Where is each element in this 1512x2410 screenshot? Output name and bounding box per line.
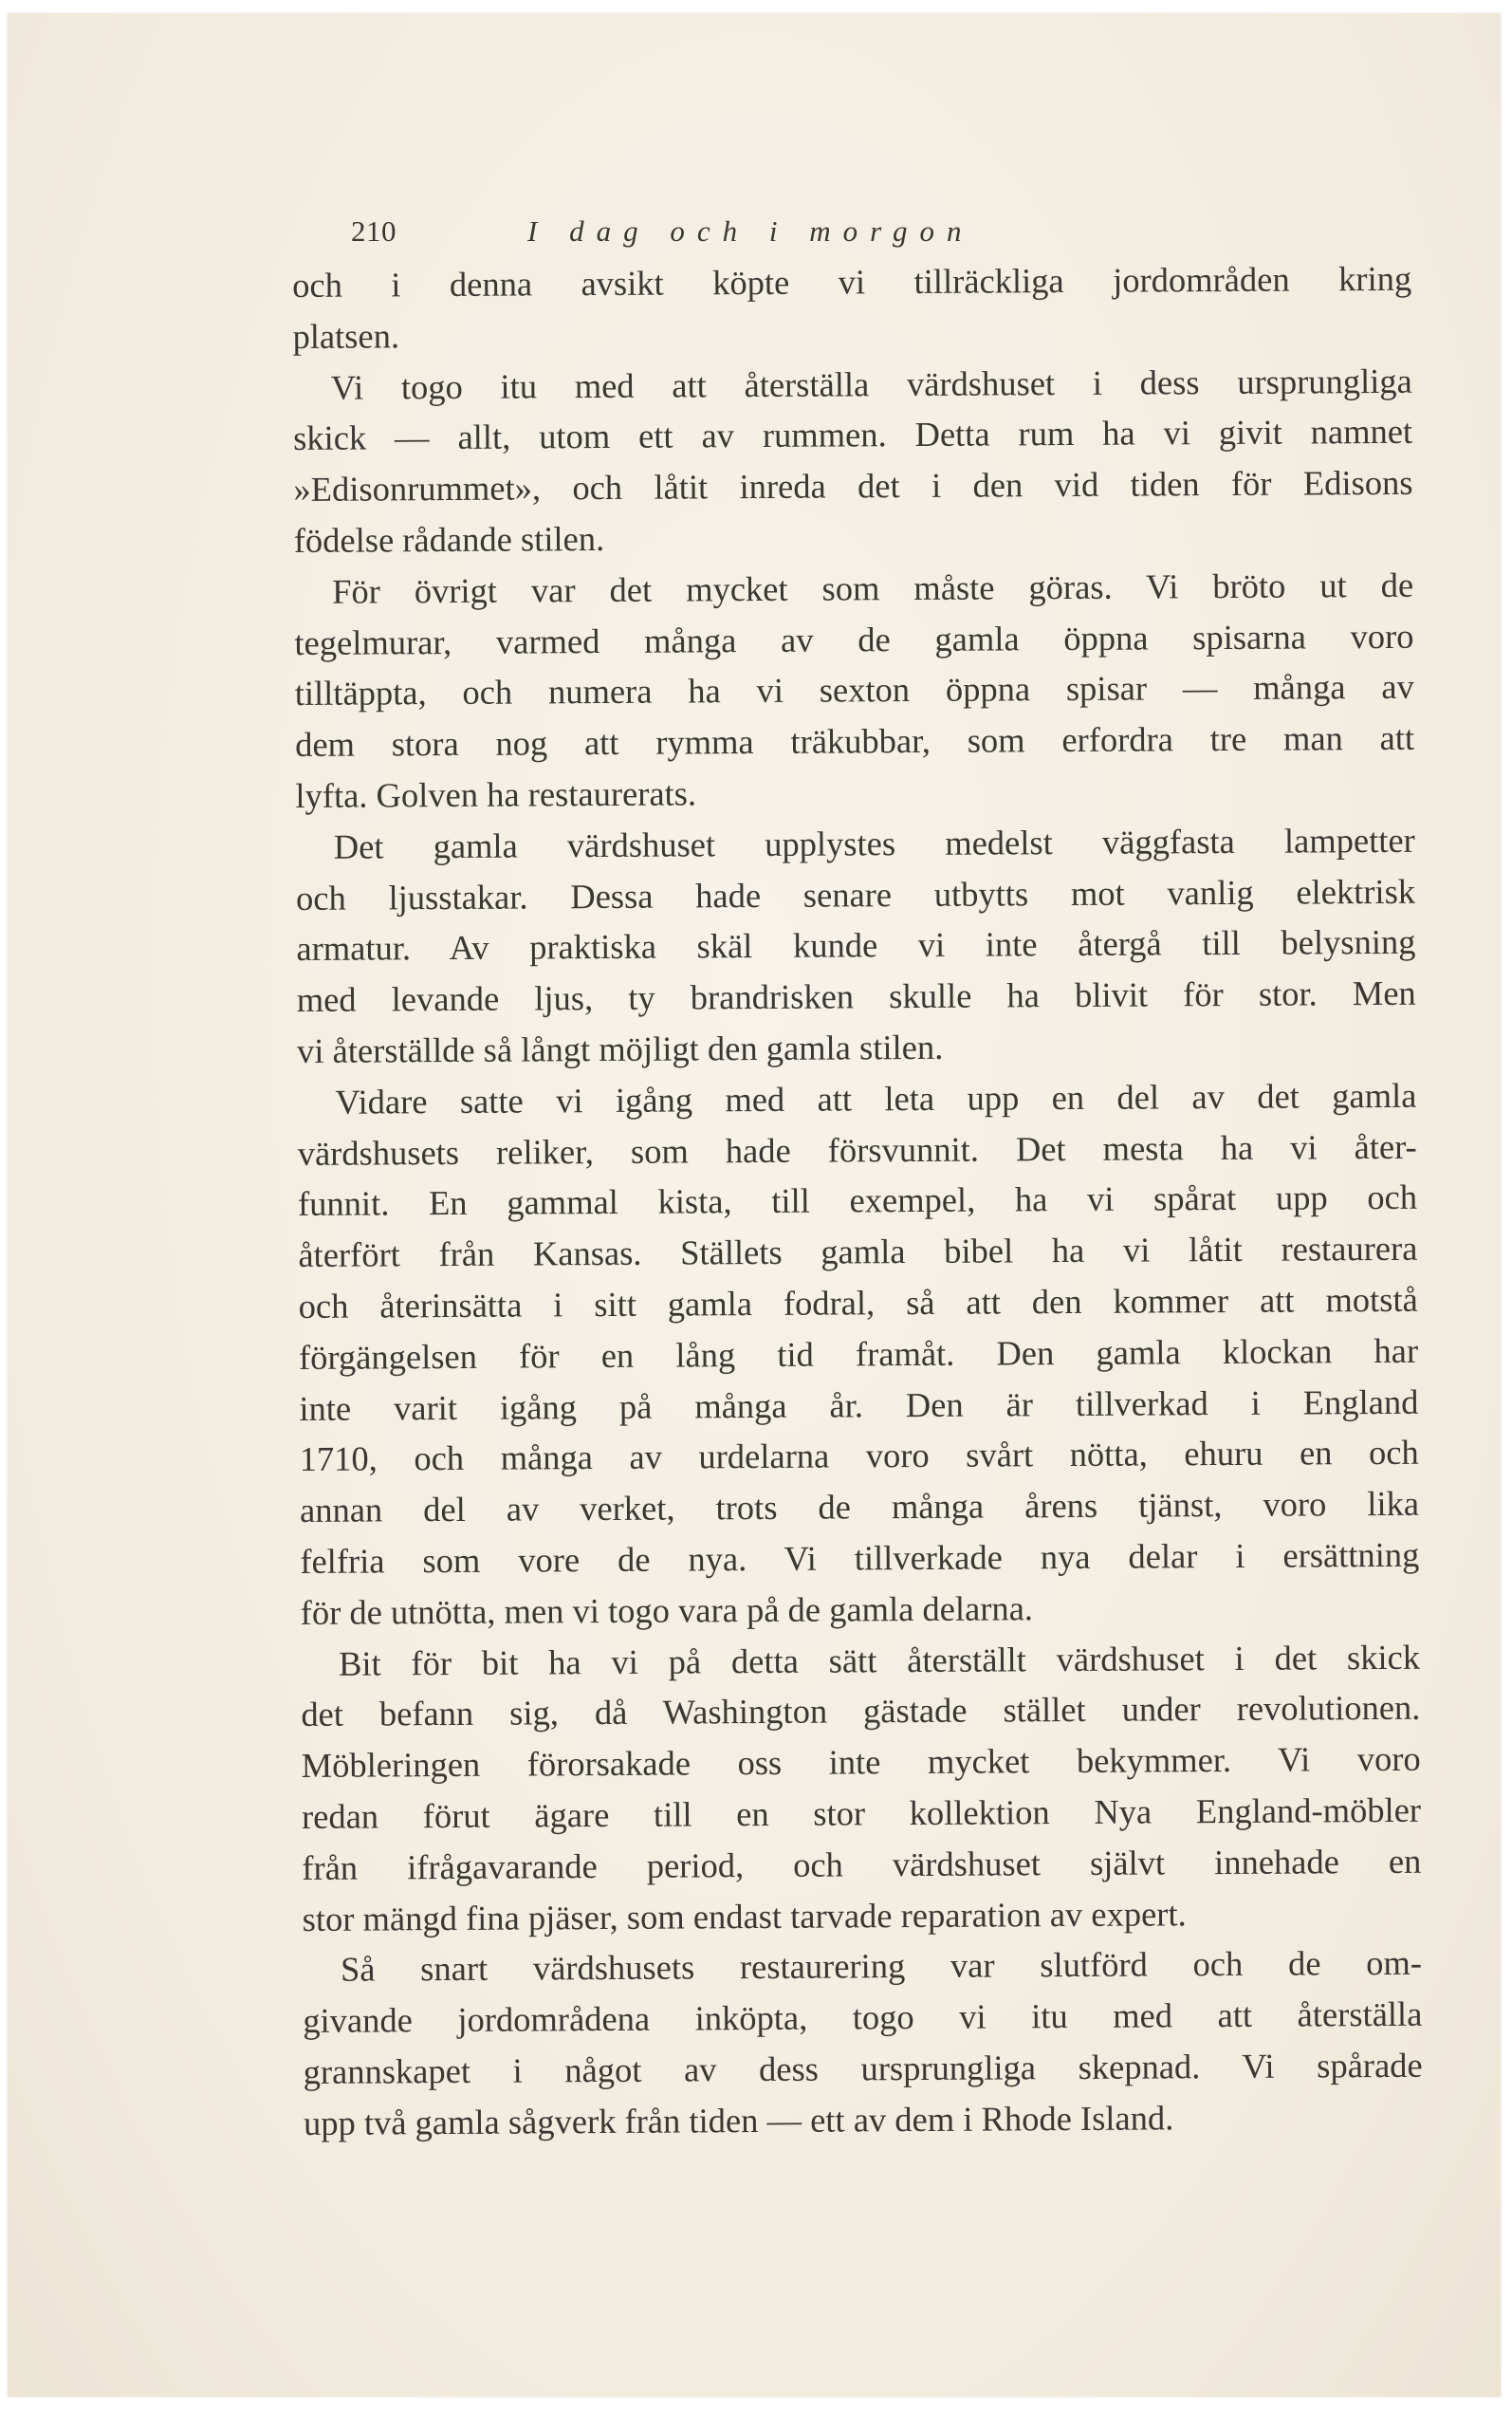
text-line: tegelmurar, varmed många av de gamla öppna spisarna voro: [294, 616, 1414, 662]
page-number: 210: [351, 214, 396, 248]
paragraph: [292, 253, 1412, 362]
text-line: funnit. En gammal kista, till exempel, ha vi spårat upp och: [297, 1177, 1418, 1224]
text-line: födelse rådande stilen.: [293, 518, 605, 560]
text-line: och i denna avsikt köpte vi tillräckliga jordområden kring: [292, 258, 1412, 305]
text-line: inte varit igång på många år. Den är tillverkad i England: [299, 1381, 1419, 1428]
text-line: värdshusets reliker, som hade försvunnit. Det mesta ha vi åter-: [297, 1126, 1417, 1173]
text-line: upp två gamla sågverk från tiden — ett av dem i Rhode Island.: [303, 2098, 1174, 2142]
text-line: förgängelsen för en lång tid framåt. Den gamla klockan har: [298, 1330, 1419, 1377]
text-line: det befann sig, då Washington gästade stället under revolutionen.: [301, 1688, 1421, 1734]
paragraph: [303, 1937, 1423, 2148]
text-line: lyfta. Golven ha restaurerats.: [295, 773, 697, 815]
paragraph: [293, 355, 1413, 565]
text-line: och ljusstakar. Dessa hade senare utbytts mot vanlig elektrisk: [295, 871, 1416, 918]
text-line: Vidare satte vi igång med att leta upp en del av det gamla: [335, 1075, 1417, 1122]
paragraph: [294, 560, 1415, 822]
book-page: [8, 13, 1501, 2397]
paragraph: [296, 815, 1417, 1077]
text-line: för de utnötta, men vi togo vara på de gamla delarna.: [300, 1587, 1034, 1632]
page-header: [351, 214, 1394, 252]
paragraph: [301, 1631, 1422, 1944]
text-line: 1710, och många av urdelarna voro svårt nötta, ehuru en och: [299, 1433, 1419, 1479]
text-line: armatur. Av praktiska skäl kunde vi inte återgå till belysning: [296, 922, 1416, 969]
text-line: och återinsätta i sitt gamla fodral, så att den kommer att motstå: [298, 1279, 1418, 1326]
text-line: Möbleringen förorsakade oss inte mycket bekymmer. Vi voro: [301, 1738, 1421, 1786]
text-line: platsen.: [292, 316, 400, 356]
text-line: Så snart värdshusets restaurering var slutförd och de om-: [340, 1943, 1423, 1990]
text-line: Det gamla värdshuset upplystes medelst väggfasta lampetter: [333, 820, 1415, 866]
text-line: återfört från Kansas. Ställets gamla bibel ha vi låtit restaurera: [298, 1228, 1418, 1275]
text-line: givande jordområdena inköpta, togo vi itu med att återställa: [303, 1993, 1423, 2041]
text-line: tilltäppta, och numera ha vi sexton öppna spisar — många av: [294, 667, 1414, 714]
running-title: I dag och i morgon: [527, 214, 974, 248]
text-line: »Edisonrummet», och låtit inreda det i den vid tiden för Edisons: [293, 462, 1413, 510]
text-line: Bit för bit ha vi på detta sätt återställt värdshuset i det skick: [338, 1637, 1421, 1683]
text-line: med levande ljus, ty brandrisken skulle ha blivit för stor. Men: [296, 973, 1416, 1020]
text-line: dem stora nog att rymma träkubbar, som erfordra tre man att: [294, 717, 1415, 765]
body-text: [292, 253, 1423, 2149]
text-line: vi återställde så långt möjligt den gamla stilen.: [296, 1027, 944, 1070]
text-line: skick — allt, utom ett av rummen. Detta rum ha vi givit namnet: [293, 412, 1413, 458]
text-line: annan del av verket, trots de många årens tjänst, voro lika: [299, 1483, 1420, 1530]
text-line: felfria som vore de nya. Vi tillverkade nya delar i ersättning: [300, 1534, 1420, 1581]
text-line: stor mängd fina pjäser, som endast tarvade reparation av expert.: [302, 1893, 1187, 1938]
text-line: grannskapet i något av dess ursprungliga skepnad. Vi spårade: [303, 2045, 1423, 2091]
text-line: redan förut ägare till en stor kollektion Nya England-möbler: [301, 1789, 1422, 1836]
text-line: För övrigt var det mycket som måste göras. Vi bröto ut de: [332, 565, 1414, 611]
text-line: från ifrågavarande period, och värdshuset självt innehade en: [302, 1841, 1422, 1887]
text-line: Vi togo itu med att återställa värdshuset i dess ursprungliga: [330, 361, 1412, 407]
paragraph: [297, 1070, 1420, 1639]
